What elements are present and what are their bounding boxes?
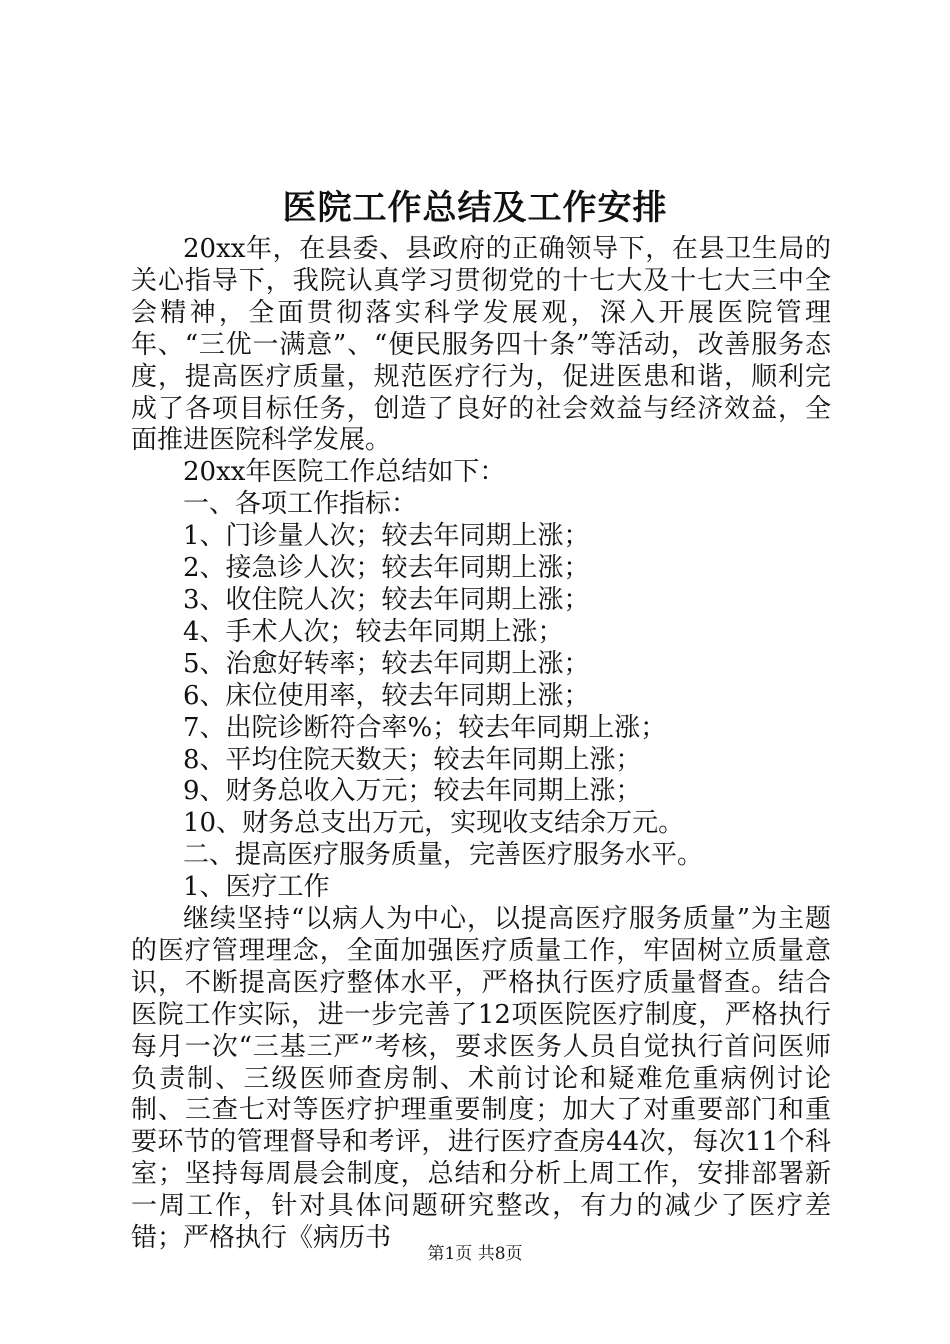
- body-paragraph: 继续坚持“以病人为中心，以提高医疗服务质量”为主题的医疗管理理念，全面加强医疗质量工作，牢固树立质量意识，不断提高医疗整体水平，严格执行医疗质量督查。结合医院工作实际，进一步完善了12项医院医疗制度，严格执行每月一次“三基三严”考核，要求医务人员自觉执行首问医师负责制、三级医师查房制、术前讨论和疑难危重病例讨论制、三查七对等医疗护理重要制度；加大了对重要部门和重要环节的管理督导和考评，进行医疗查房44次，每次11个科室；坚持每周晨会制度，总结和分析上周工作，安排部署新一周工作，针对具体问题研究整改，有力的减少了医疗差错；严格执行《病历书: [131, 904, 831, 1254]
- summary-heading-line: 20xx年医院工作总结如下：: [183, 457, 506, 488]
- list-item: 4、手术人次；较去年同期上涨；: [183, 616, 564, 647]
- list-item: 1、门诊量人次；较去年同期上涨；: [183, 521, 590, 552]
- list-item: 3、收住院人次；较去年同期上涨；: [183, 584, 590, 615]
- section-heading: 二、提高医疗服务质量，完善医疗服务水平。: [183, 840, 704, 871]
- document-title: 医院工作总结及工作安排: [282, 188, 668, 228]
- page-footer: 第1页 共8页: [427, 1244, 523, 1264]
- list-item: 7、出院诊断符合率%；较去年同期上涨；: [183, 712, 667, 743]
- list-item: 9、财务总收入万元；较去年同期上涨；: [183, 776, 642, 807]
- document-body: [131, 234, 831, 1255]
- section-heading: 一、各项工作指标：: [183, 489, 418, 520]
- list-item: 2、接急诊人次；较去年同期上涨；: [183, 553, 590, 584]
- list-item: 10、财务总支出万元，实现收支结余万元。: [183, 808, 685, 839]
- list-item: 5、治愈好转率；较去年同期上涨；: [183, 648, 590, 679]
- intro-paragraph: 20xx年，在县委、县政府的正确领导下，在县卫生局的关心指导下，我院认真学习贯彻党的十七大及十七大三中全会精神，全面贯彻落实科学发展观，深入开展医院管理年、“三优一满意”、“便民服务四十条”等活动，改善服务态度，提高医疗质量，规范医疗行为，促进医患和谐，顺利完成了各项目标任务，创造了良好的社会效益与经济效益，全面推进医院科学发展。: [131, 234, 831, 456]
- subsection-heading: 1、医疗工作: [183, 872, 330, 903]
- list-item: 6、床位使用率，较去年同期上涨；: [183, 680, 590, 711]
- list-item: 8、平均住院天数天；较去年同期上涨；: [183, 744, 642, 775]
